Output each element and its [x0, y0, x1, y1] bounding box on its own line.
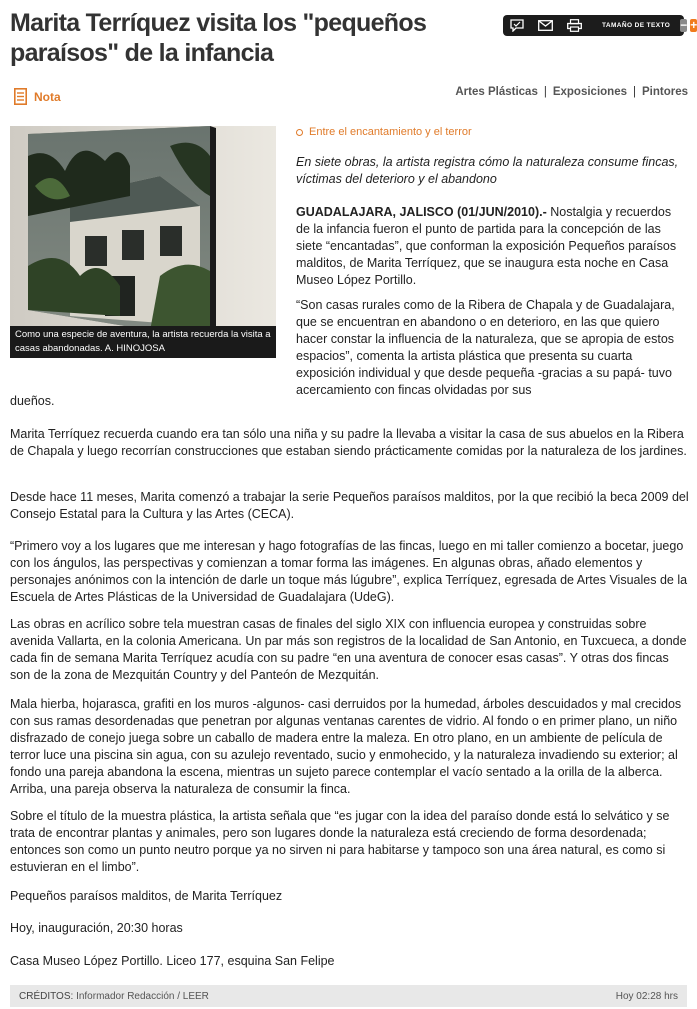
paragraph: Sobre el título de la muestra plástica, la artista señala que “es jugar con la idea del paraíso donde está lo selvático y se trata de encontrar plantas y animales, pero son lugares donde la naturaleza está creciendo de forma desordenada; entonces son como un punto neutro porque ya no sirven ni para habitarse y tampoco son una área natural, es como si estuvieran en el limbo”.: [10, 809, 670, 874]
related-link[interactable]: [296, 126, 472, 138]
print-icon[interactable]: [567, 19, 582, 32]
paragraph-quote-start: “Son casas rurales como de la Ribera de Chapala y de Guadalajara, que se encuentran en abandono o en deterioro, en las que quiero hacer constar la influencia de la naturaleza, que se apropia de estos espacios”, comenta la artista plástica que presenta su cuarta exposición individual y que desde pequeña -gracias a su papá- tuvo acercamiento con fincas olvidadas por sus: [296, 298, 675, 397]
article-title: Marita Terríquez visita los "pequeños paraísos" de la infancia: [10, 9, 427, 67]
note-label: Nota: [34, 89, 61, 104]
paragraph: “Primero voy a los lugares que me interesan y hago fotografías de las fincas, luego en mi taller comienzo a bocetar, juego con los ángulos, las perspectivas y comienzan a tomar forma las imágenes. En algunas obras, añado elementos y personajes anónimos con la intención de darle un toque más lúgubre”, explica Terríquez, egresada de Artes Visuales de la Escuela de Artes Plásticas de la Universidad de Guadalajara (UdeG).: [10, 539, 688, 604]
category-separator: |: [632, 86, 636, 98]
dateline: GUADALAJARA, JALISCO (01/JUN/2010).-: [296, 205, 547, 219]
credits-label: CRÉDITOS:: [19, 990, 74, 1002]
email-icon[interactable]: [538, 19, 553, 32]
article-footer: [10, 985, 687, 1007]
article-subtitle: En siete obras, la artista registra cómo la naturaleza consume fincas, víctimas del deterioro y el abandono: [296, 155, 679, 186]
paragraph-quote-end: dueños.: [10, 394, 55, 408]
lead-paragraph: [296, 204, 688, 289]
increase-text-button[interactable]: +: [690, 18, 697, 32]
note-icon: [14, 88, 27, 105]
category-link-pintores[interactable]: Pintores: [641, 86, 688, 98]
related-link-label: Entre el encantamiento y el terror: [309, 126, 472, 138]
paragraph: Mala hierba, hojarasca, grafiti en los muros -algunos- casi derruidos por la humedad, árboles descuidados y mal crecidos con sus ramas desordenadas que penetran por algunas ventanas carentes de vidrio. Al fondo o en primer plano, un niño disfrazado de conejo juega sobre un caballo de madera entre la maleza. En otro plano, en un ambiente de película de terror luce una piscina sin agua, con su azulejo reventado, sucio y enmohecido, y la naturaleza invadiendo su exterior; al fondo una pareja abandona la escena, mientras un sujeto parece contemplar el vacío sentado a la orilla de la alberca. Arriba, una pareja observa la naturaleza de consumir la finca.: [10, 697, 682, 796]
comment-icon[interactable]: [510, 19, 524, 32]
paragraph: Marita Terríquez recuerda cuando era tan sólo una niña y su padre la llevaba a visitar la casa de sus abuelos en la Ribera de Chapala y luego recorrían construcciones que estaban siendo prácticamente comidas por la naturaleza de los jardines.: [10, 427, 687, 458]
article-toolbar: [503, 15, 697, 36]
paragraph: Las obras en acrílico sobre tela muestran casas de finales del siglo XIX con influencia europea y construidas sobre avenida Vallarta, en la colonia Americana. Un par más son registros de la localidad de San Antonio, en Tuxcueca, a donde cada fin de semana Marita Terríquez acudía con su padre “en una aventura de conocer esas casas”. Y otras dos fincas son de la zona de Mezquitán Country y del Panteón de Mezquitán.: [10, 617, 687, 682]
article-image[interactable]: [10, 126, 276, 358]
image-caption: Como una especie de aventura, la artista recuerda la visita a casas abandonadas. A. HINOJOSA: [10, 326, 276, 358]
decrease-text-button[interactable]: −: [680, 18, 688, 32]
category-link-artes-plasticas[interactable]: Artes Plásticas: [455, 86, 538, 98]
category-links: [455, 86, 688, 98]
event-time: Hoy, inauguración, 20:30 horas: [10, 921, 183, 935]
painting-photo: [10, 126, 276, 358]
event-venue: Casa Museo López Portillo. Liceo 177, esquina San Felipe: [10, 954, 335, 968]
credits: [19, 991, 209, 1002]
category-separator: |: [543, 86, 547, 98]
lead-text: Nostalgia y recuerdos de la infancia fueron el punto de partida para la concepción de las siete “encantadas”, que conforman la exposición Pequeños paraísos malditos, de Marita Terríquez, que se inaugura esta noche en Casa Museo López Portillo.: [296, 205, 677, 287]
credits-value: Informador Redacción / LEER: [76, 990, 209, 1002]
text-size-label: TAMAÑO DE TEXTO: [602, 22, 671, 29]
paragraph: Desde hace 11 meses, Marita comenzó a trabajar la serie Pequeños paraísos malditos, por la que recibió la beca 2009 del Consejo Estatal para la Cultura y las Artes (CECA).: [10, 490, 689, 521]
note-tag[interactable]: [14, 88, 61, 105]
event-title: Pequeños paraísos malditos, de Marita Terríquez: [10, 889, 283, 903]
bullet-icon: [296, 129, 303, 136]
publish-time: Hoy 02:28 hrs: [615, 990, 678, 1002]
category-link-exposiciones[interactable]: Exposiciones: [552, 86, 627, 98]
